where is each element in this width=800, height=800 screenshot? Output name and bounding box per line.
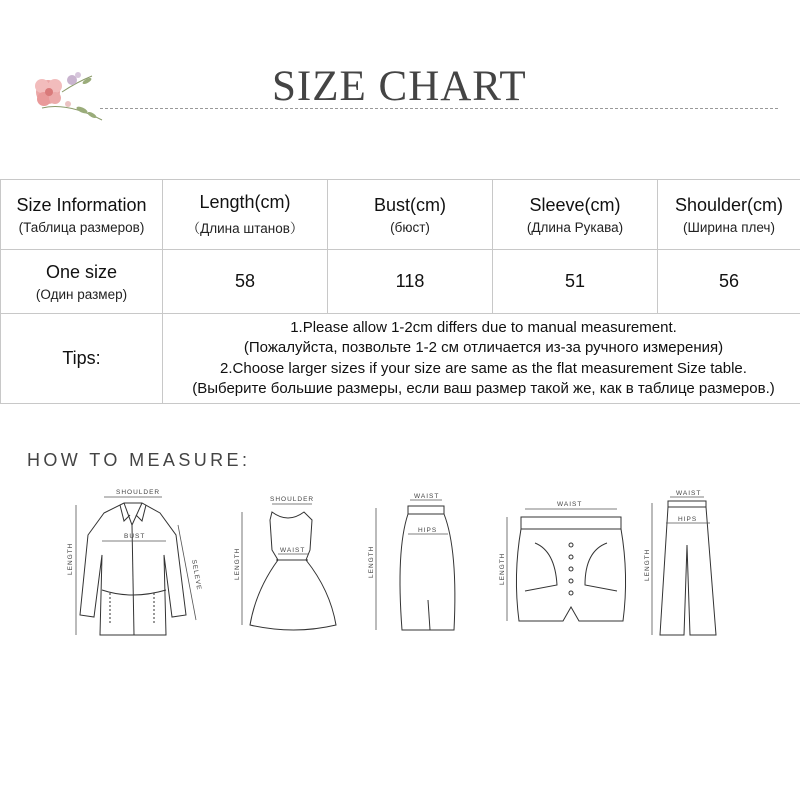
waist-label: WAIST — [557, 501, 583, 508]
tip-line: 2.Choose larger sizes if your size are same as the flat measurement Size table. — [220, 359, 747, 377]
sleeve-value: 51 — [493, 250, 658, 314]
column-header-label: Length(cm) — [199, 192, 291, 212]
sleeve-label: SELEVE — [190, 559, 203, 592]
shoulder-label: SHOULDER — [270, 496, 315, 503]
column-header-label: Shoulder(cm) — [674, 194, 784, 215]
skirt-measure-diagram — [358, 490, 463, 640]
hips-label: HIPS — [678, 516, 698, 523]
tips-content — [163, 314, 800, 404]
size-table — [0, 179, 800, 404]
shoulder-label: SHOULDER — [116, 489, 161, 496]
size-sublabel: (Один размер) — [35, 286, 128, 302]
header — [0, 0, 800, 130]
jacket-icon — [62, 485, 212, 645]
column-header-sublabel: （Длина штанов） — [186, 221, 304, 236]
tip-line: (Пожалуйста, позвольте 1-2 см отличается из-за ручного измерения) — [243, 339, 724, 356]
pants-measure-diagram — [640, 485, 730, 645]
column-header — [1, 180, 163, 250]
column-header-sublabel: (Ширина плеч) — [683, 219, 775, 235]
column-header-label: Sleeve(cm) — [529, 194, 621, 215]
length-label: LENGTH — [368, 545, 375, 578]
size-cell — [1, 250, 163, 314]
length-value: 58 — [163, 250, 328, 314]
column-header — [493, 180, 658, 250]
page-title: SIZE CHART — [272, 63, 527, 110]
how-to-measure-title: HOW TO MEASURE: — [27, 450, 251, 470]
tips-row — [1, 314, 800, 404]
column-header — [658, 180, 800, 250]
waist-label: WAIST — [414, 493, 440, 500]
length-label: LENGTH — [234, 547, 241, 580]
column-header-sublabel: (бюст) — [390, 219, 430, 235]
column-header-label: Size Information — [16, 194, 147, 215]
shorts-icon — [485, 495, 635, 630]
tip-line: 1.Please allow 1-2cm differs due to manual measurement. — [290, 318, 677, 336]
length-label: LENGTH — [67, 542, 74, 575]
waist-label: WAIST — [280, 547, 306, 554]
shorts-measure-diagram — [485, 495, 635, 630]
jacket-measure-diagram — [62, 485, 212, 645]
flower-icon — [22, 62, 108, 124]
tips-label: Tips: — [1, 314, 163, 404]
title-divider — [100, 108, 778, 109]
length-label: LENGTH — [499, 552, 506, 585]
skirt-icon — [358, 490, 463, 640]
column-header-sublabel: (Длина Рукава) — [526, 219, 624, 235]
shoulder-value: 56 — [658, 250, 800, 314]
pants-icon — [640, 485, 730, 645]
size-name: One size — [45, 261, 118, 282]
hips-label: HIPS — [418, 527, 438, 534]
column-header-label: Bust(cm) — [374, 194, 446, 215]
dress-icon — [228, 490, 338, 640]
waist-label: WAIST — [676, 490, 702, 497]
tip-line: (Выберите большие размеры, если ваш размер такой же, как в таблице размеров.) — [192, 380, 775, 397]
column-header-sublabel: (Таблица размеров) — [18, 219, 145, 235]
length-label: LENGTH — [644, 548, 651, 581]
bust-value: 118 — [328, 250, 493, 314]
table-row — [1, 250, 800, 314]
column-header — [328, 180, 493, 250]
column-header — [163, 180, 328, 250]
bust-label: BUST — [124, 533, 146, 540]
table-header-row — [1, 180, 800, 250]
dress-measure-diagram — [228, 490, 338, 640]
